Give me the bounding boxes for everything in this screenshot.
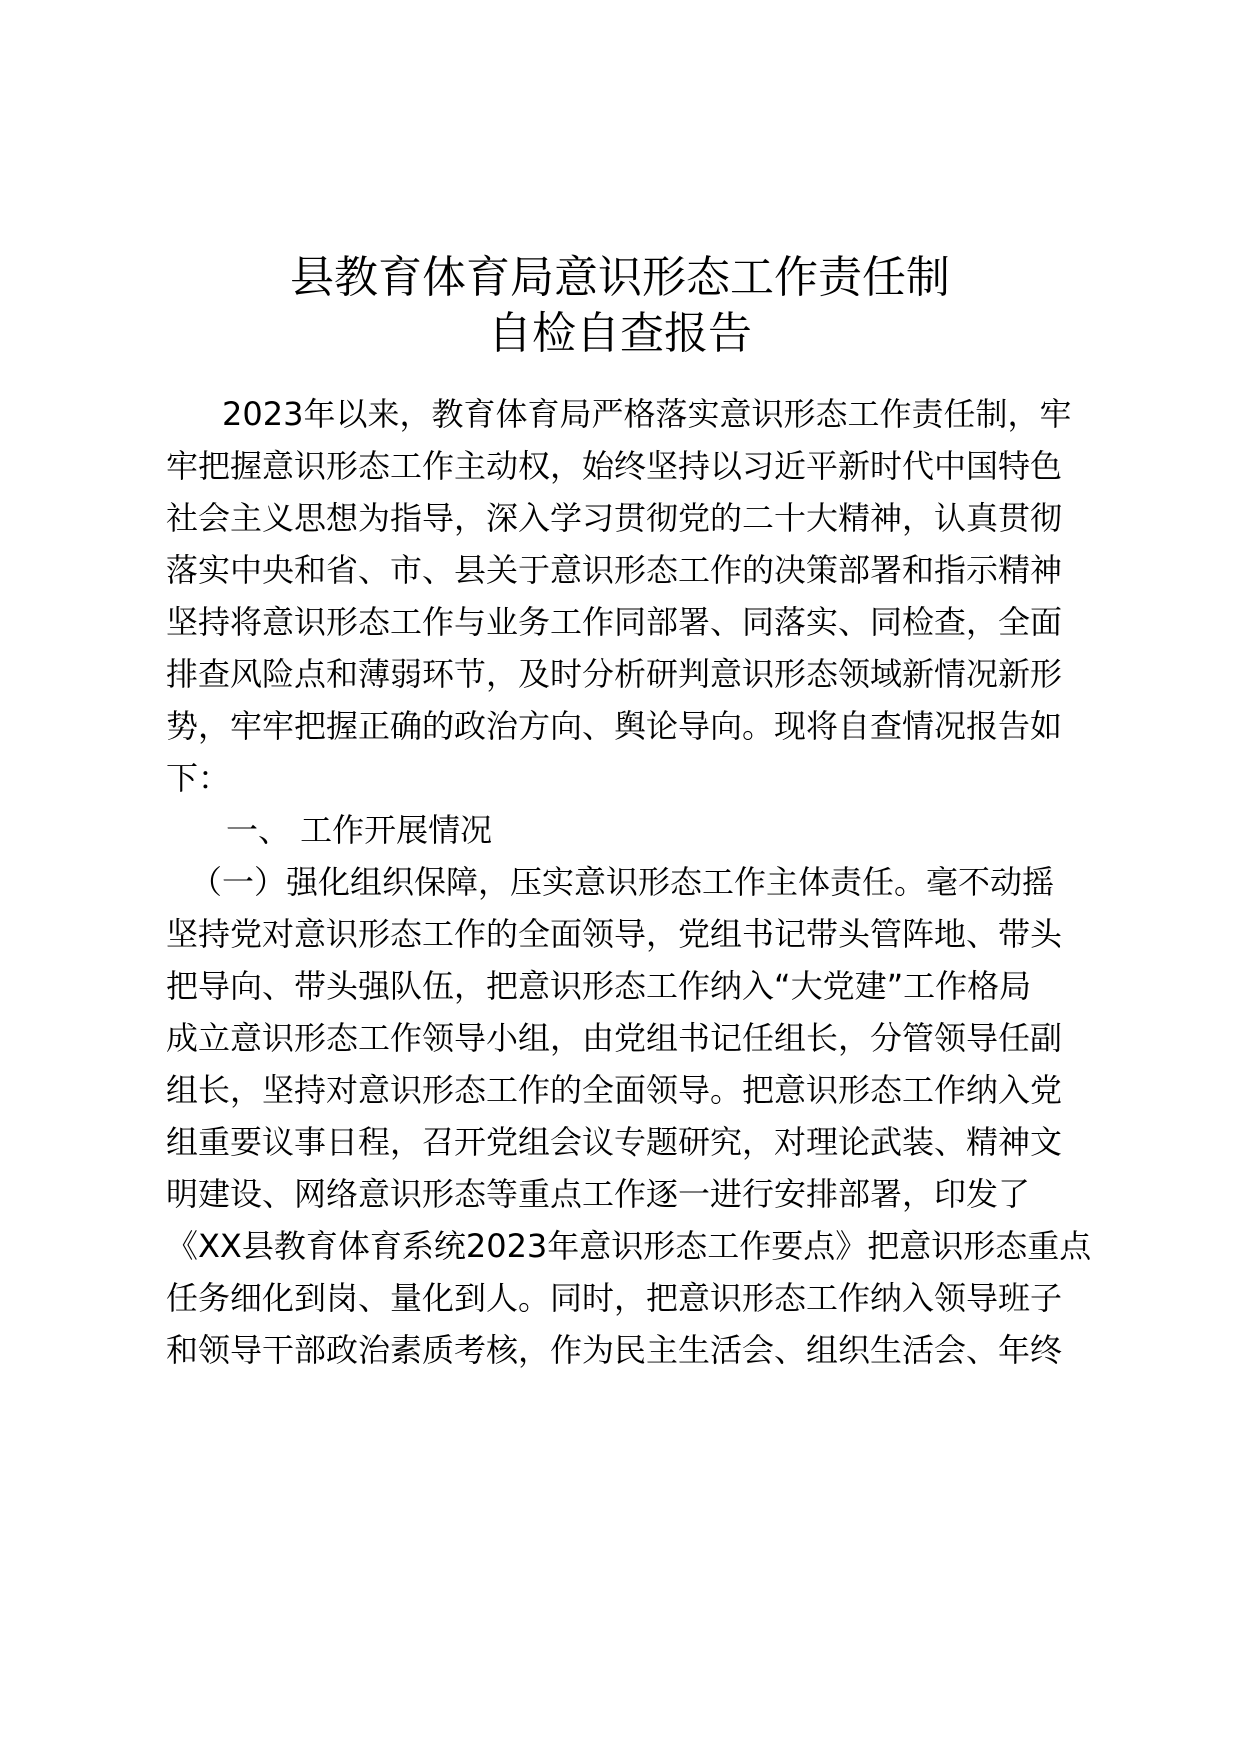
section-heading: 一、 工作开展情况 (226, 811, 493, 849)
body-line: 组重要议事日程，召开党组会议专题研究，对理论武装、精神文 (166, 1123, 1063, 1161)
body-line: 坚持将意识形态工作与业务工作同部署、同落实、同检查，全面 (166, 603, 1063, 641)
document-title-line-2: 自检自查报告 (488, 308, 752, 359)
body-line: 把导向、带头强队伍，把意识形态工作纳入“大党建”工作格局 (166, 967, 1032, 1005)
body-line: 2023年以来，教育体育局严格落实意识形态工作责任制，牢 (222, 395, 1072, 433)
body-line: 坚持党对意识形态工作的全面领导，党组书记带头管阵地、带头 (166, 915, 1063, 953)
body-line: 明建设、网络意识形态等重点工作逐一进行安排部署，印发了 (166, 1175, 1031, 1213)
body-line: 成立意识形态工作领导小组，由党组书记任组长，分管领导任副 (166, 1019, 1063, 1057)
body-line: 落实中央和省、市、县关于意识形态工作的决策部署和指示精神 (166, 551, 1063, 589)
document-title-line-1: 县教育体育局意识形态工作责任制 (290, 252, 950, 303)
body-line: 势，牢牢把握正确的政治方向、舆论导向。现将自查情况报告如 (166, 707, 1063, 745)
subsection-paragraph-start: （一）强化组织保障，压实意识形态工作主体责任。毫不动摇 (190, 863, 1055, 901)
body-line: 《XX县教育体育系统2023年意识形态工作要点》把意识形态重点 (166, 1227, 1092, 1265)
body-line: 任务细化到岗、量化到人。同时，把意识形态工作纳入领导班子 (166, 1279, 1063, 1317)
body-line: 和领导干部政治素质考核，作为民主生活会、组织生活会、年终 (166, 1331, 1063, 1369)
body-line: 排查风险点和薄弱环节，及时分析研判意识形态领域新情况新形 (166, 655, 1063, 693)
body-line: 社会主义思想为指导，深入学习贯彻党的二十大精神，认真贯彻 (166, 499, 1063, 537)
body-line: 牢把握意识形态工作主动权，始终坚持以习近平新时代中国特色 (166, 447, 1063, 485)
body-line: 下： (166, 759, 231, 797)
body-line: 组长，坚持对意识形态工作的全面领导。把意识形态工作纳入党 (166, 1071, 1063, 1109)
